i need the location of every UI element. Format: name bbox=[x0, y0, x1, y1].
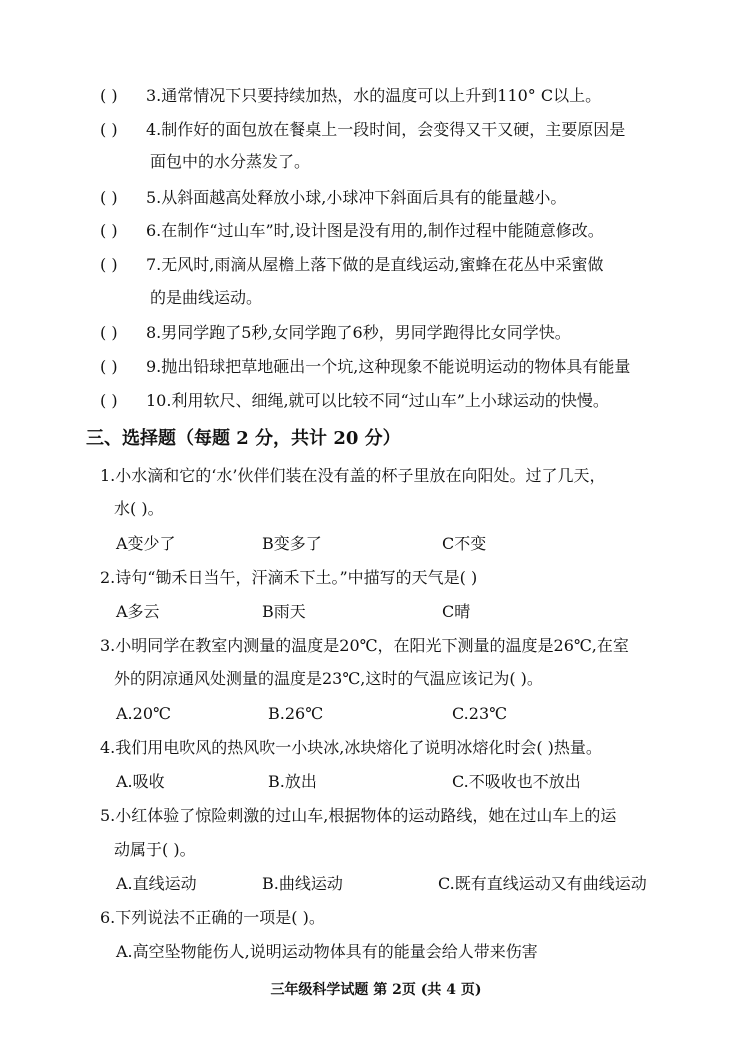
answer-bracket[interactable]: ( ) bbox=[100, 391, 118, 410]
tf-text: 6.在制作“过山车”时,设计图是没有用的,制作过程中能随意修改。 bbox=[146, 221, 604, 240]
answer-bracket[interactable]: ( ) bbox=[100, 357, 118, 376]
question-3-line-2: 外的阴凉通风处测量的温度是23℃,这时的气温应该记为( )。 bbox=[114, 669, 543, 688]
question-2-line-1: 2.诗句“锄禾日当午，汗滴禾下土。”中描写的天气是( ) bbox=[100, 568, 478, 587]
tf-item-4-continuation: 面包中的水分蒸发了。 bbox=[150, 152, 311, 171]
answer-bracket[interactable]: ( ) bbox=[100, 86, 118, 105]
question-3-option-c[interactable]: C.23℃ bbox=[452, 704, 508, 723]
tf-item-4 bbox=[100, 120, 625, 140]
question-4-line-1: 4.我们用电吹风的热风吹一小块冰,冰块熔化了说明冰熔化时会( )热量。 bbox=[100, 738, 602, 757]
question-3-line-1: 3.小明同学在教室内测量的温度是20℃，在阳光下测量的温度是26℃,在室 bbox=[100, 636, 629, 655]
tf-item-7-continuation: 的是曲线运动。 bbox=[150, 288, 263, 307]
tf-item-9 bbox=[100, 357, 630, 377]
page-footer: 三年级科学试题 第 2页 (共 4 页) bbox=[270, 982, 482, 998]
question-1-option-a[interactable]: A变少了 bbox=[116, 534, 176, 553]
question-3-option-b[interactable]: B.26℃ bbox=[268, 704, 324, 723]
tf-item-10 bbox=[100, 391, 609, 411]
question-4-option-b[interactable]: B.放出 bbox=[268, 772, 317, 791]
question-1-line-2: 水( )。 bbox=[114, 499, 164, 518]
tf-text: 10.利用软尺、细绳,就可以比较不同“过山车”上小球运动的快慢。 bbox=[146, 391, 609, 410]
question-1-option-c[interactable]: C不变 bbox=[442, 534, 487, 553]
question-4-option-a[interactable]: A.吸收 bbox=[116, 772, 165, 791]
question-3-option-a[interactable]: A.20℃ bbox=[116, 704, 171, 723]
section-title-multiple-choice: 三、选择题（每题 2 分，共计 20 分） bbox=[86, 428, 401, 449]
question-4-option-c[interactable]: C.不吸收也不放出 bbox=[452, 772, 581, 791]
question-5-option-c[interactable]: C.既有直线运动又有曲线运动 bbox=[438, 874, 647, 893]
question-6-line-1: 6.下列说法不正确的一项是( )。 bbox=[100, 908, 325, 927]
question-5-option-a[interactable]: A.直线运动 bbox=[116, 874, 197, 893]
tf-text: 4.制作好的面包放在餐桌上一段时间，会变得又干又硬，主要原因是 bbox=[146, 120, 626, 139]
tf-item-5 bbox=[100, 188, 566, 208]
answer-bracket[interactable]: ( ) bbox=[100, 255, 118, 274]
tf-text: 9.抛出铅球把草地砸出一个坑,这种现象不能说明运动的物体具有能量 bbox=[146, 357, 631, 376]
tf-item-8 bbox=[100, 323, 571, 343]
tf-text: 5.从斜面越高处释放小球,小球冲下斜面后具有的能量越小。 bbox=[146, 188, 567, 207]
tf-item-3 bbox=[100, 86, 601, 106]
tf-text: 3.通常情况下只要持续加热，水的温度可以上升到110° C以上。 bbox=[146, 86, 602, 105]
question-2-option-a[interactable]: A多云 bbox=[116, 602, 160, 621]
answer-bracket[interactable]: ( ) bbox=[100, 221, 118, 240]
question-2-option-b[interactable]: B雨天 bbox=[262, 602, 306, 621]
question-6-option-a[interactable]: A.高空坠物能伤人,说明运动物体具有的能量会给人带来伤害 bbox=[116, 942, 538, 961]
question-5-line-1: 5.小红体验了惊险刺激的过山车,根据物体的运动路线，她在过山车上的运 bbox=[100, 806, 617, 825]
question-1-option-b[interactable]: B变多了 bbox=[262, 534, 322, 553]
tf-item-7 bbox=[100, 255, 603, 275]
tf-text: 8.男同学跑了5秒,女同学跑了6秒，男同学跑得比女同学快。 bbox=[146, 323, 571, 342]
tf-item-6 bbox=[100, 221, 604, 241]
answer-bracket[interactable]: ( ) bbox=[100, 323, 118, 342]
question-1-line-1: 1.小水滴和它的‘水’伙伴们装在没有盖的杯子里放在向阳处。过了几天， bbox=[100, 466, 606, 485]
question-2-option-c[interactable]: C晴 bbox=[442, 602, 471, 621]
answer-bracket[interactable]: ( ) bbox=[100, 188, 118, 207]
tf-text: 7.无风时,雨滴从屋檐上落下做的是直线运动,蜜蜂在花丛中采蜜做 bbox=[146, 255, 604, 274]
question-5-option-b[interactable]: B.曲线运动 bbox=[262, 874, 343, 893]
question-5-line-2: 动属于( )。 bbox=[114, 840, 196, 859]
answer-bracket[interactable]: ( ) bbox=[100, 120, 118, 139]
